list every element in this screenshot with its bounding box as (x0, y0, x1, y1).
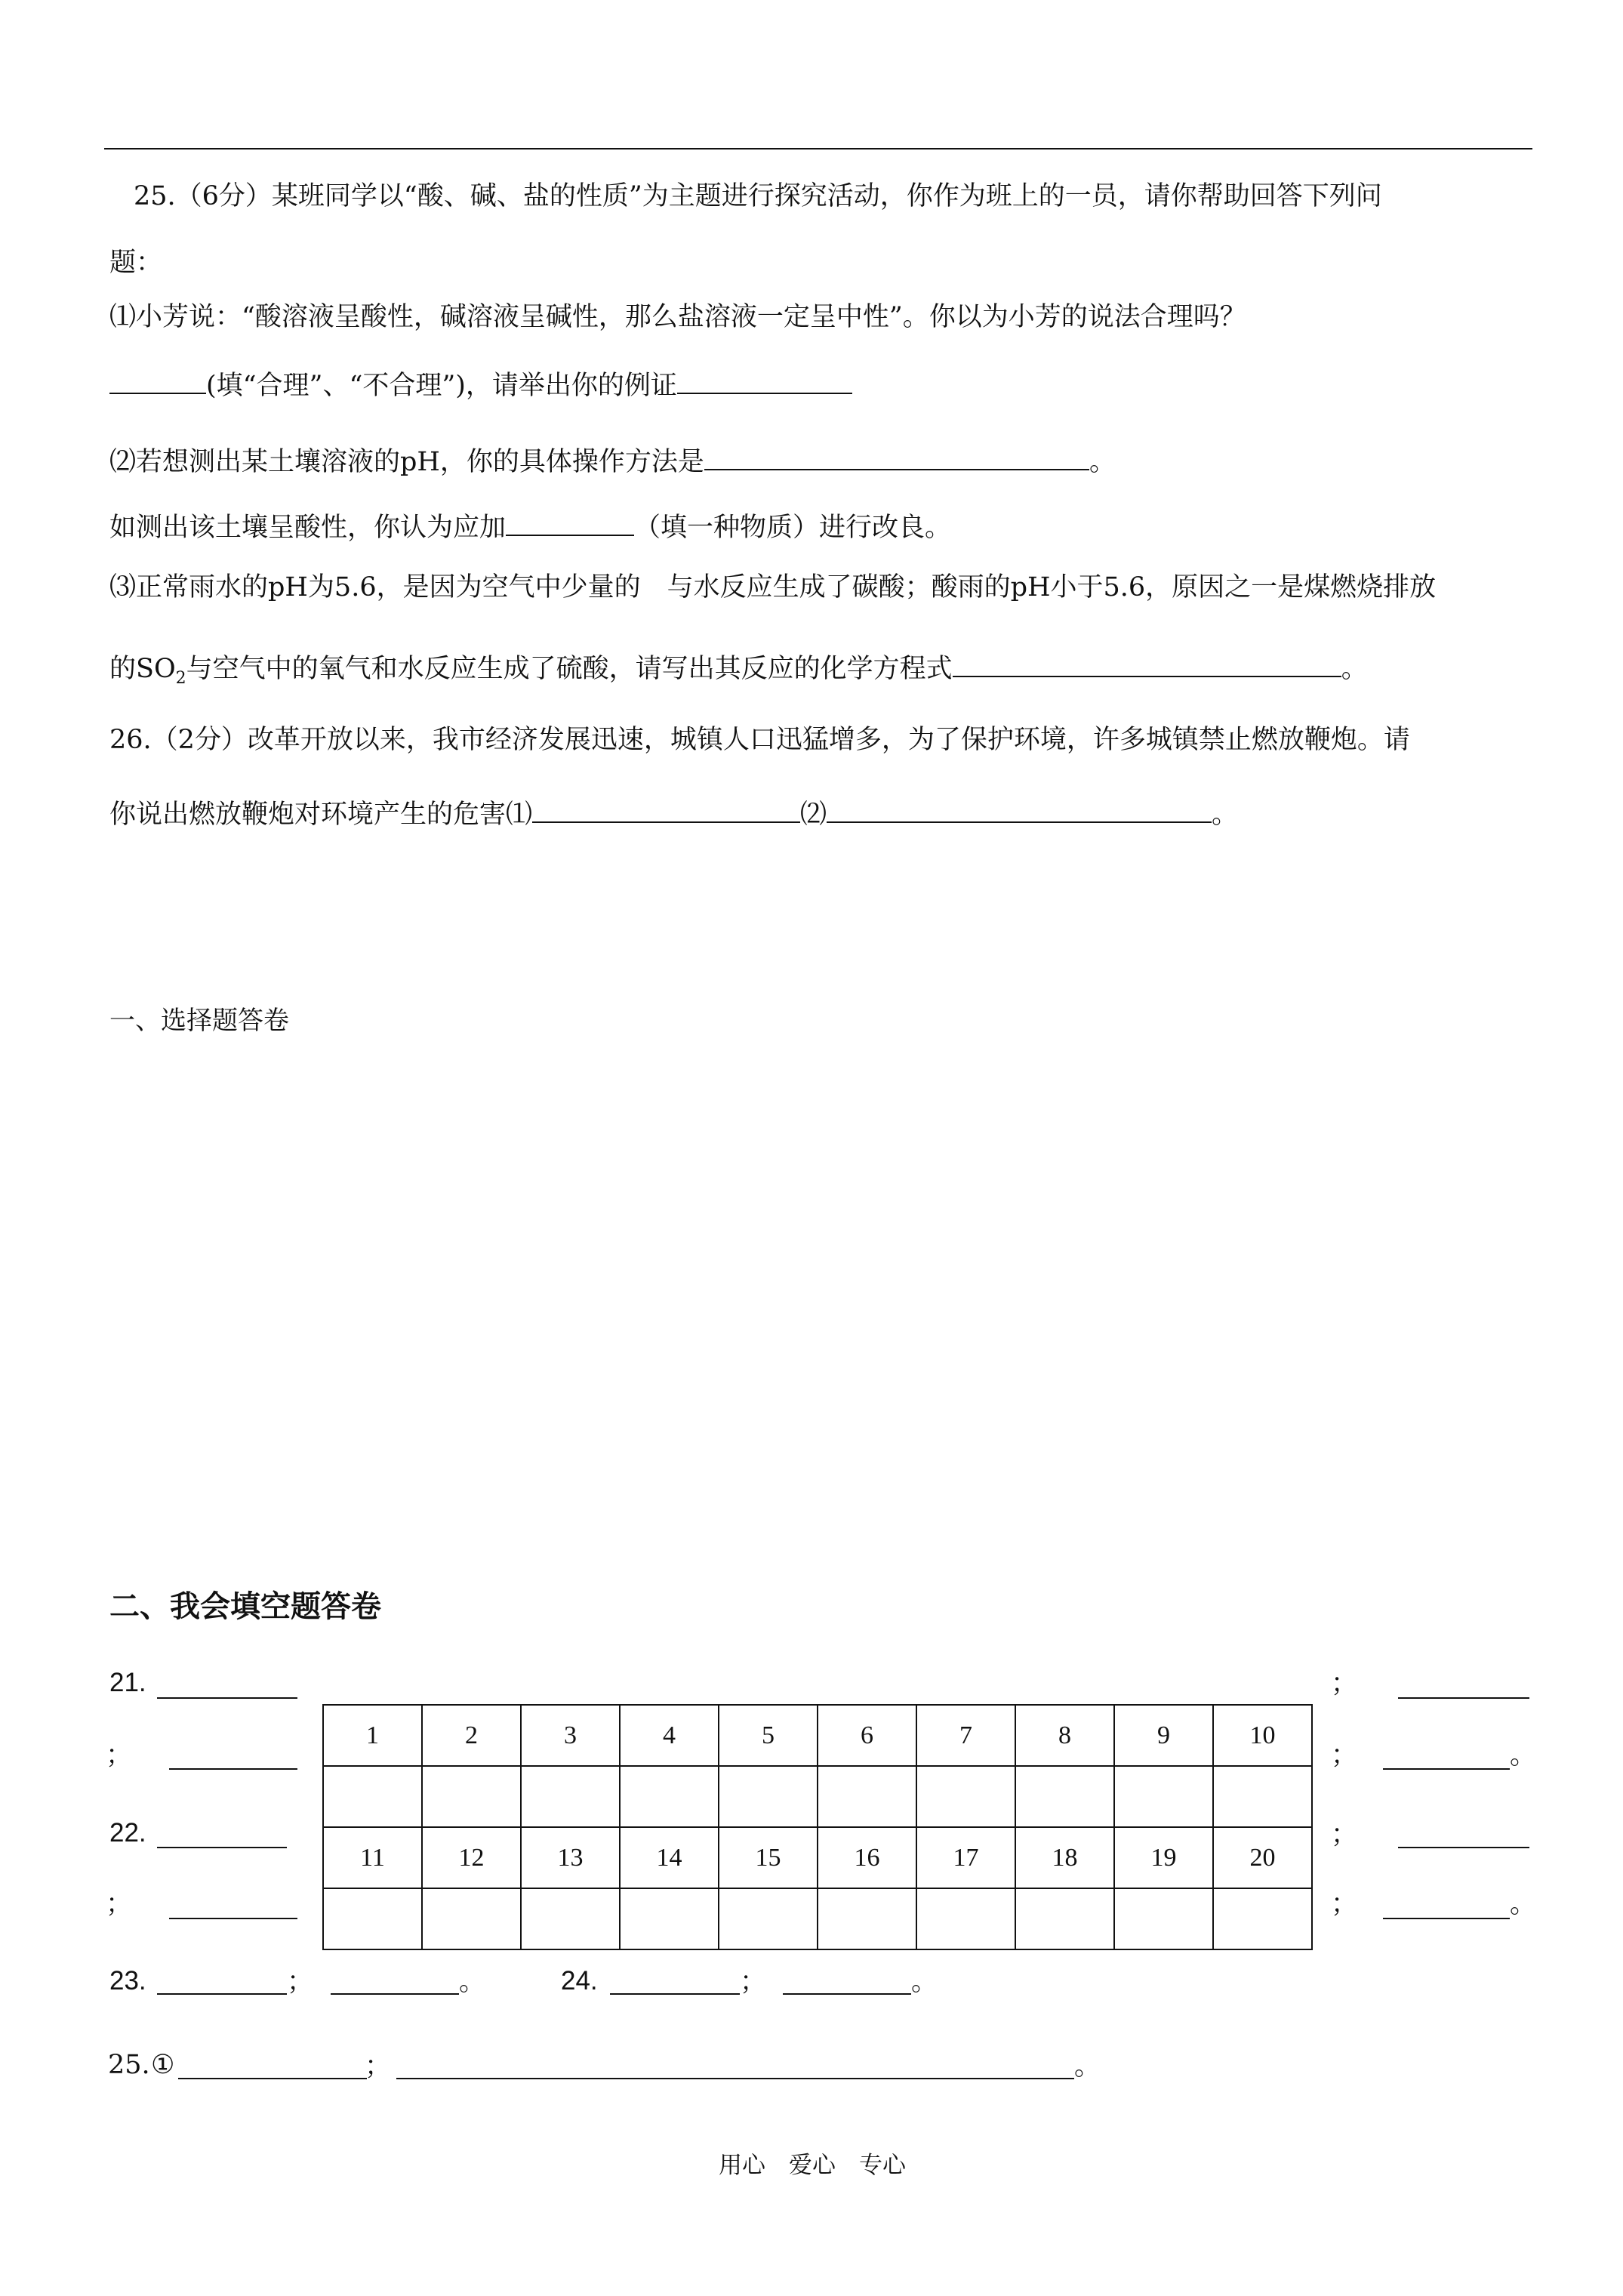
answer-blank[interactable] (677, 368, 852, 394)
question-number-cell: 17 (916, 1827, 1015, 1888)
answer-blank[interactable] (331, 1993, 459, 1995)
period: 。 (1510, 1889, 1537, 1919)
period: 。 (1341, 654, 1368, 684)
semicolon: ； (365, 2051, 392, 2082)
answer-blank[interactable] (109, 368, 206, 394)
period: 。 (1089, 447, 1116, 477)
question-number-cell: 12 (422, 1827, 521, 1888)
answer-blank[interactable] (1383, 1918, 1510, 1919)
q26-line2 (109, 797, 1238, 828)
answer-blank[interactable] (178, 2078, 367, 2079)
question-number-cell: 7 (916, 1705, 1015, 1766)
answer-cell[interactable] (818, 1766, 916, 1827)
question-number-cell: 6 (818, 1705, 916, 1766)
question-number-cell: 3 (521, 1705, 620, 1766)
q21-label: 21. (109, 1668, 146, 1697)
q25-intro-line2: 题： (109, 248, 163, 278)
answer-cell[interactable] (323, 1766, 422, 1827)
answer-cell[interactable] (818, 1888, 916, 1949)
q25-part3-line2-b: 与空气中的氧气和水反应生成了硫酸，请写出其反应的化学方程式 (186, 654, 953, 684)
q25-part2-line1-text: ⑵若想测出某土壤溶液的pH，你的具体操作方法是 (109, 447, 704, 477)
q25-part2-line1 (109, 445, 1116, 476)
q25-intro-line1: 25.（6分）某班同学以“酸、碱、盐的性质”为主题进行探究活动，你作为班上的一员，请你帮助回答下列问 (134, 181, 1382, 211)
answer-table-answer-row (323, 1888, 1312, 1949)
question-number-cell: 2 (422, 1705, 521, 1766)
answer-blank[interactable] (704, 445, 1089, 470)
period: 。 (459, 1967, 486, 1997)
answer-blank[interactable] (1398, 1697, 1529, 1699)
semicolon: ； (106, 1889, 133, 1919)
answer-blank[interactable] (157, 1847, 287, 1848)
q25-part2-line2-b: （填一种物质）进行改良。 (634, 513, 952, 543)
answer-cell[interactable] (719, 1766, 818, 1827)
q25-part2-line2 (109, 510, 951, 541)
answer-blank[interactable] (506, 510, 634, 536)
answer-blank[interactable] (169, 1768, 297, 1770)
answer-cell[interactable] (1114, 1766, 1213, 1827)
question-number-cell: 10 (1213, 1705, 1312, 1766)
header-rule (104, 148, 1532, 149)
answer-cell[interactable] (620, 1766, 719, 1827)
question-number-cell: 4 (620, 1705, 719, 1766)
question-number-cell: 9 (1114, 1705, 1213, 1766)
answer-cell[interactable] (1213, 1888, 1312, 1949)
answer-blank[interactable] (953, 652, 1341, 677)
answer-cell[interactable] (1114, 1888, 1213, 1949)
question-number-cell: 13 (521, 1827, 620, 1888)
question-number-cell: 1 (323, 1705, 422, 1766)
answer-table-answer-row (323, 1766, 1312, 1827)
period: 。 (1510, 1740, 1537, 1771)
answer-cell[interactable] (1015, 1888, 1114, 1949)
answer-blank[interactable] (1383, 1768, 1510, 1770)
answer-cell[interactable] (1015, 1766, 1114, 1827)
question-number-cell: 14 (620, 1827, 719, 1888)
q25-part1-line1: ⑴小芳说：“酸溶液呈酸性，碱溶液呈碱性，那么盐溶液一定呈中性”。你以为小芳的说法合理吗？ (109, 302, 1246, 332)
multiple-choice-answer-table (322, 1704, 1313, 1950)
semicolon: ； (287, 1967, 314, 1997)
question-number-cell: 5 (719, 1705, 818, 1766)
question-number-cell: 20 (1213, 1827, 1312, 1888)
answer-cell[interactable] (1213, 1766, 1312, 1827)
q22-label: 22. (109, 1818, 146, 1848)
question-number-cell: 8 (1015, 1705, 1114, 1766)
period: 。 (1074, 2051, 1101, 2082)
question-number-cell: 16 (818, 1827, 916, 1888)
answer-blank[interactable] (783, 1993, 911, 1995)
answer-blank[interactable] (1398, 1847, 1529, 1848)
semicolon: ； (1331, 1889, 1358, 1919)
answer-blank[interactable] (169, 1918, 297, 1919)
answer-table-number-row (323, 1827, 1312, 1888)
section2-title: 二、我会填空题答卷 (109, 1589, 381, 1624)
answer-blank[interactable] (157, 1697, 297, 1699)
q25-part2-line2-a: 如测出该土壤呈酸性，你认为应加 (109, 513, 507, 543)
answer-table-number-row (323, 1705, 1312, 1766)
answer-cell[interactable] (422, 1766, 521, 1827)
q25-part3-line2 (109, 652, 1368, 687)
q23-label: 23. (109, 1966, 146, 1996)
answer-cell[interactable] (916, 1766, 1015, 1827)
period: 。 (1212, 800, 1239, 830)
answer-cell[interactable] (719, 1888, 818, 1949)
q26-line1: 26.（2分）改革开放以来，我市经济发展迅速，城镇人口迅猛增多，为了保护环境，许多城镇禁止燃放鞭炮。请 (109, 725, 1410, 755)
answer-blank[interactable] (610, 1993, 740, 1995)
answer-blank[interactable] (157, 1993, 287, 1995)
semicolon: ； (740, 1967, 767, 1997)
q25-answer-label: 25. (108, 2050, 150, 2080)
semicolon: ； (106, 1740, 133, 1771)
answer-blank[interactable] (532, 797, 800, 823)
answer-blank[interactable] (827, 797, 1212, 823)
q26-line2-b: ⑵ (800, 800, 827, 830)
answer-cell[interactable] (323, 1888, 422, 1949)
question-number-cell: 15 (719, 1827, 818, 1888)
circled-number-1: ① (151, 2050, 175, 2080)
q25-part1-line2 (109, 368, 852, 399)
period: 。 (911, 1967, 938, 1997)
answer-cell[interactable] (521, 1888, 620, 1949)
semicolon: ； (1331, 1820, 1358, 1850)
semicolon: ； (1331, 1669, 1358, 1699)
so2-subscript: 2 (175, 669, 186, 688)
question-number-cell: 11 (323, 1827, 422, 1888)
q24-label: 24. (561, 1966, 598, 1996)
q25-part3-line1: ⑶正常雨水的pH为5.6，是因为空气中少量的 与水反应生成了碳酸；酸雨的pH小于5.6，原因之一是煤燃烧排放 (109, 572, 1437, 603)
q25-part3-line2-a: 的SO (109, 654, 176, 684)
answer-cell[interactable] (916, 1888, 1015, 1949)
section1-title: 一、选择题答卷 (109, 1006, 289, 1036)
q25-part1-line2-text: (填“合理”、“不合理”)，请举出你的例证 (206, 371, 677, 401)
answer-cell[interactable] (620, 1888, 719, 1949)
question-number-cell: 18 (1015, 1827, 1114, 1888)
answer-cell[interactable] (422, 1888, 521, 1949)
answer-cell[interactable] (521, 1766, 620, 1827)
answer-blank[interactable] (396, 2078, 1074, 2079)
semicolon: ； (1331, 1740, 1358, 1771)
page-footer: 用心 爱心 专心 (719, 2152, 906, 2179)
question-number-cell: 19 (1114, 1827, 1213, 1888)
q26-line2-a: 你说出燃放鞭炮对环境产生的危害⑴ (109, 800, 533, 830)
